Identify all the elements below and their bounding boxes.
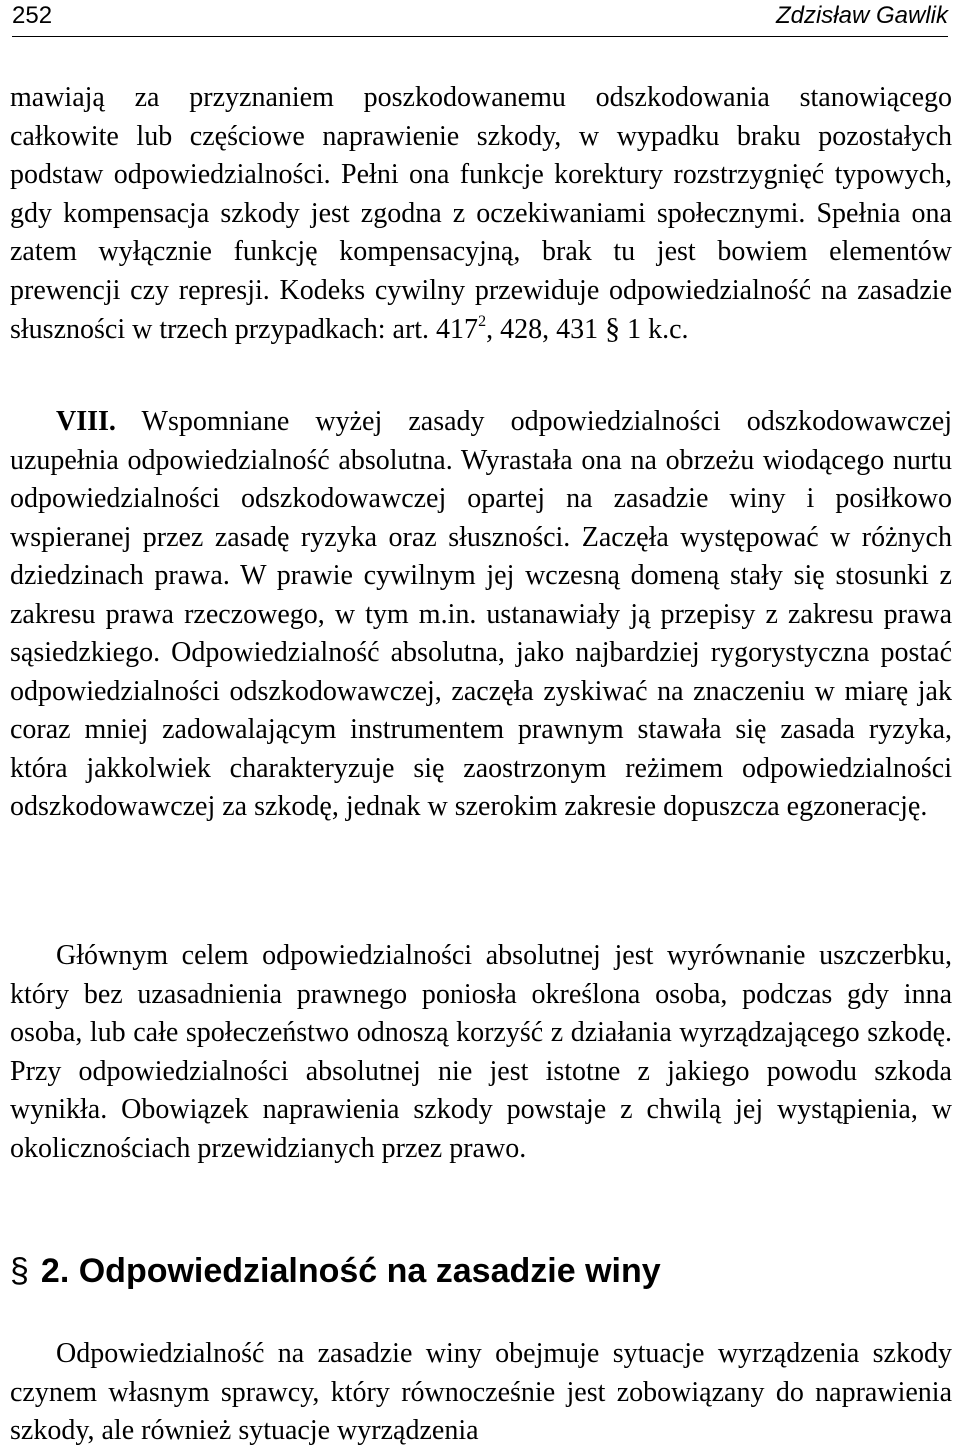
paragraph-1-body: mawiają za przyznaniem poszkodowanemu odszkodowania stanowiącego całkowite lub częściowe naprawienie szkody, w wypadku braku pozostałych podstaw odpowiedzialności. Pełni ona funkcje korektury rozstrzygnięć typowych, gdy kompensacja szkody jest zgodna z oczekiwaniami społecznymi. Spełnia ona zatem wyłącznie funkcję kompensacyjną, brak tu jest bowiem elementów prewencji czy represji. Kodeks cywilny przewiduje odpowiedzialność na zasadzie słuszności w trzech przypadkach: art. 417 [10, 82, 952, 345]
section-heading-title: 2. Odpowiedzialność na zasadzie winy [40, 1252, 661, 1290]
paragraph-2-body: Wspomniane wyżej zasady odpowiedzialności odszkodowawczej uzupełnia odpowiedzialność absolutna. Wyrastała ona na obrzeżu wiodącego nurtu odpowiedzialności odszkodowawczej opartej na zasadzie winy i posiłkowo wspieranej przez zasadę ryzyka oraz słuszności. Zaczęła występować w różnych dziedzinach prawa. W prawie cywilnym jej wczesną domeną stały się stosunki z zakresu prawa rzeczowego, w tym m.in. ustanawiały ją przepisy z zakresu prawa sąsiedzkiego. Odpowiedzialność absolutna, jako najbardziej rygorystyczna postać odpowiedzialności odszkodowawczej, zaczęła zyskiwać na znaczeniu w miarę jak coraz mniej zadowalającym instrumentem prawnym stawała się zasada ryzyka, która jakkolwiek charakteryzuje się zaostrzonym reżimem odpowiedzialności odszkodowawczej za szkodę, jednak w szerokim zakresie dopuszcza egzonerację. [10, 406, 952, 822]
section-sign: § [605, 312, 621, 345]
paragraph-1 [10, 79, 952, 350]
page-header [12, 0, 948, 37]
section-heading [10, 1252, 952, 1291]
paragraph-3 [10, 937, 952, 1168]
section-heading-sign: § [10, 1252, 29, 1290]
paragraph-2 [10, 403, 952, 827]
paragraph-2-roman-numeral: VIII. [56, 406, 116, 437]
paragraph-2-text [10, 403, 952, 827]
paragraph-3-text: Głównym celem odpowiedzialności absolutnej jest wyrównanie uszczerbku, który bez uzasadnienia prawnego poniosła określona osoba, podczas gdy inna osoba, lub całe społeczeństwo odnoszą korzyść z działania wyrządzającego szkodę. Przy odpowiedzialności absolutnej nie jest istotne z jakiego powodu szkoda wynikła. Obowiązek naprawienia szkody powstaje z chwilą jej wystąpienia, w okolicznościach przewidzianych przez prawo. [10, 940, 952, 1164]
superscript-2: 2 [478, 313, 487, 330]
paragraph-4 [10, 1335, 952, 1451]
paragraph-1-text [10, 79, 952, 350]
paragraph-1-articles: , 428, 431 [486, 314, 599, 345]
page-number: 252 [12, 2, 53, 29]
paragraph-1-tail: 1 k.c. [627, 314, 689, 345]
paragraph-4-text: Odpowiedzialność na zasadzie winy obejmuje sytuacje wyrządzenia szkody czynem własnym sprawcy, który równocześnie jest zobowiązany do naprawienia szkody, ale również sytuacje wyrządzenia [10, 1338, 952, 1446]
running-head-author: Zdzisław Gawlik [775, 2, 948, 29]
